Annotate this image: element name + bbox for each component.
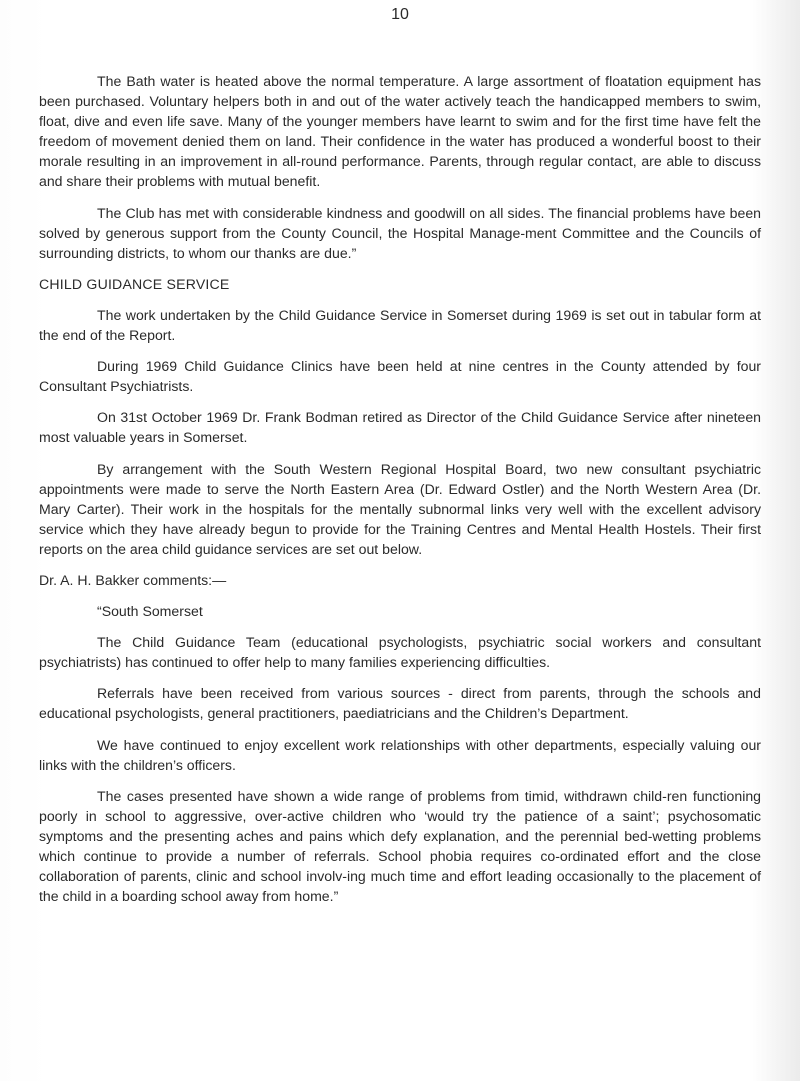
section-heading-child-guidance: CHILD GUIDANCE SERVICE — [39, 275, 230, 292]
paragraph-club-support: The Club has met with considerable kindness and goodwill on all sides. The financial problems have been solved by generous support from the County Council, the Hospital Manage-ment Committee and the Councils of surrounding districts, to whom our thanks are due.” — [39, 204, 761, 261]
paragraph-referrals: Referrals have been received from various sources - direct from parents, through the schools and educational psychologists, general practitioners, paediatricians and the Children’s Department. — [39, 685, 761, 722]
paragraph-bodman-retired: On 31st October 1969 Dr. Frank Bodman retired as Director of the Child Guidance Service after nineteen most valuable years in Somerset. — [39, 409, 761, 446]
document-body — [39, 71, 761, 917]
area-heading-south-somerset: “South Somerset — [97, 603, 203, 620]
paragraph-bath-water: The Bath water is heated above the normal temperature. A large assortment of floatation equipment has been purchased. Voluntary helpers both in and out of the water actively teach the handicapped members to swim, float, dive and even life save. Many of the younger members have learnt to swim and for the first time have felt the freedom of movement denied them on land. Their confidence in the water has produced a wonderful boost to their morale resulting in an improvement in all-round performance. Parents, through regular contact, are able to discuss and share their problems with mutual benefit. — [39, 73, 761, 190]
page-number: 10 — [391, 6, 409, 23]
paragraph-clinics-1969: During 1969 Child Guidance Clinics have been held at nine centres in the County attended by four Consultant Psychiatrists. — [39, 358, 761, 395]
paragraph-relationships: We have continued to enjoy excellent work relationships with other departments, especially valuing our links with the children’s officers. — [39, 736, 761, 773]
comments-intro: Dr. A. H. Bakker comments:— — [39, 571, 227, 588]
paragraph-new-appointments: By arrangement with the South Western Regional Hospital Board, two new consultant psychiatric appointments were made to serve the North Eastern Area (Dr. Edward Ostler) and the North Western Area (Dr. Mary Carter). Their work in the hospitals for the mentally subnormal links very well with the excellent advisory service which they have already begun to provide for the Training Centres and Mental Health Hostels. Their first reports on the area child guidance services are set out below. — [39, 460, 761, 557]
paragraph-guidance-team: The Child Guidance Team (educational psychologists, psychiatric social workers and consultant psychiatrists) has continued to offer help to many families experiencing difficulties. — [39, 634, 761, 671]
paragraph-cases-presented: The cases presented have shown a wide range of problems from timid, withdrawn child-ren functioning poorly in school to aggressive, over-active children who ‘would try the patience of a saint’; psychosomatic symptoms and the presenting aches and pains which defy explanation, and the perennial bed-wetting problems which continue to provide a number of referrals. School phobia requires co-ordinated effort and the close collaboration of parents, clinic and school involv-ing much time and effort leading occasionally to the placement of the child in a boarding school away from home.” — [39, 787, 761, 905]
paragraph-work-undertaken: The work undertaken by the Child Guidance Service in Somerset during 1969 is set out in tabular form at the end of the Report. — [39, 306, 761, 344]
